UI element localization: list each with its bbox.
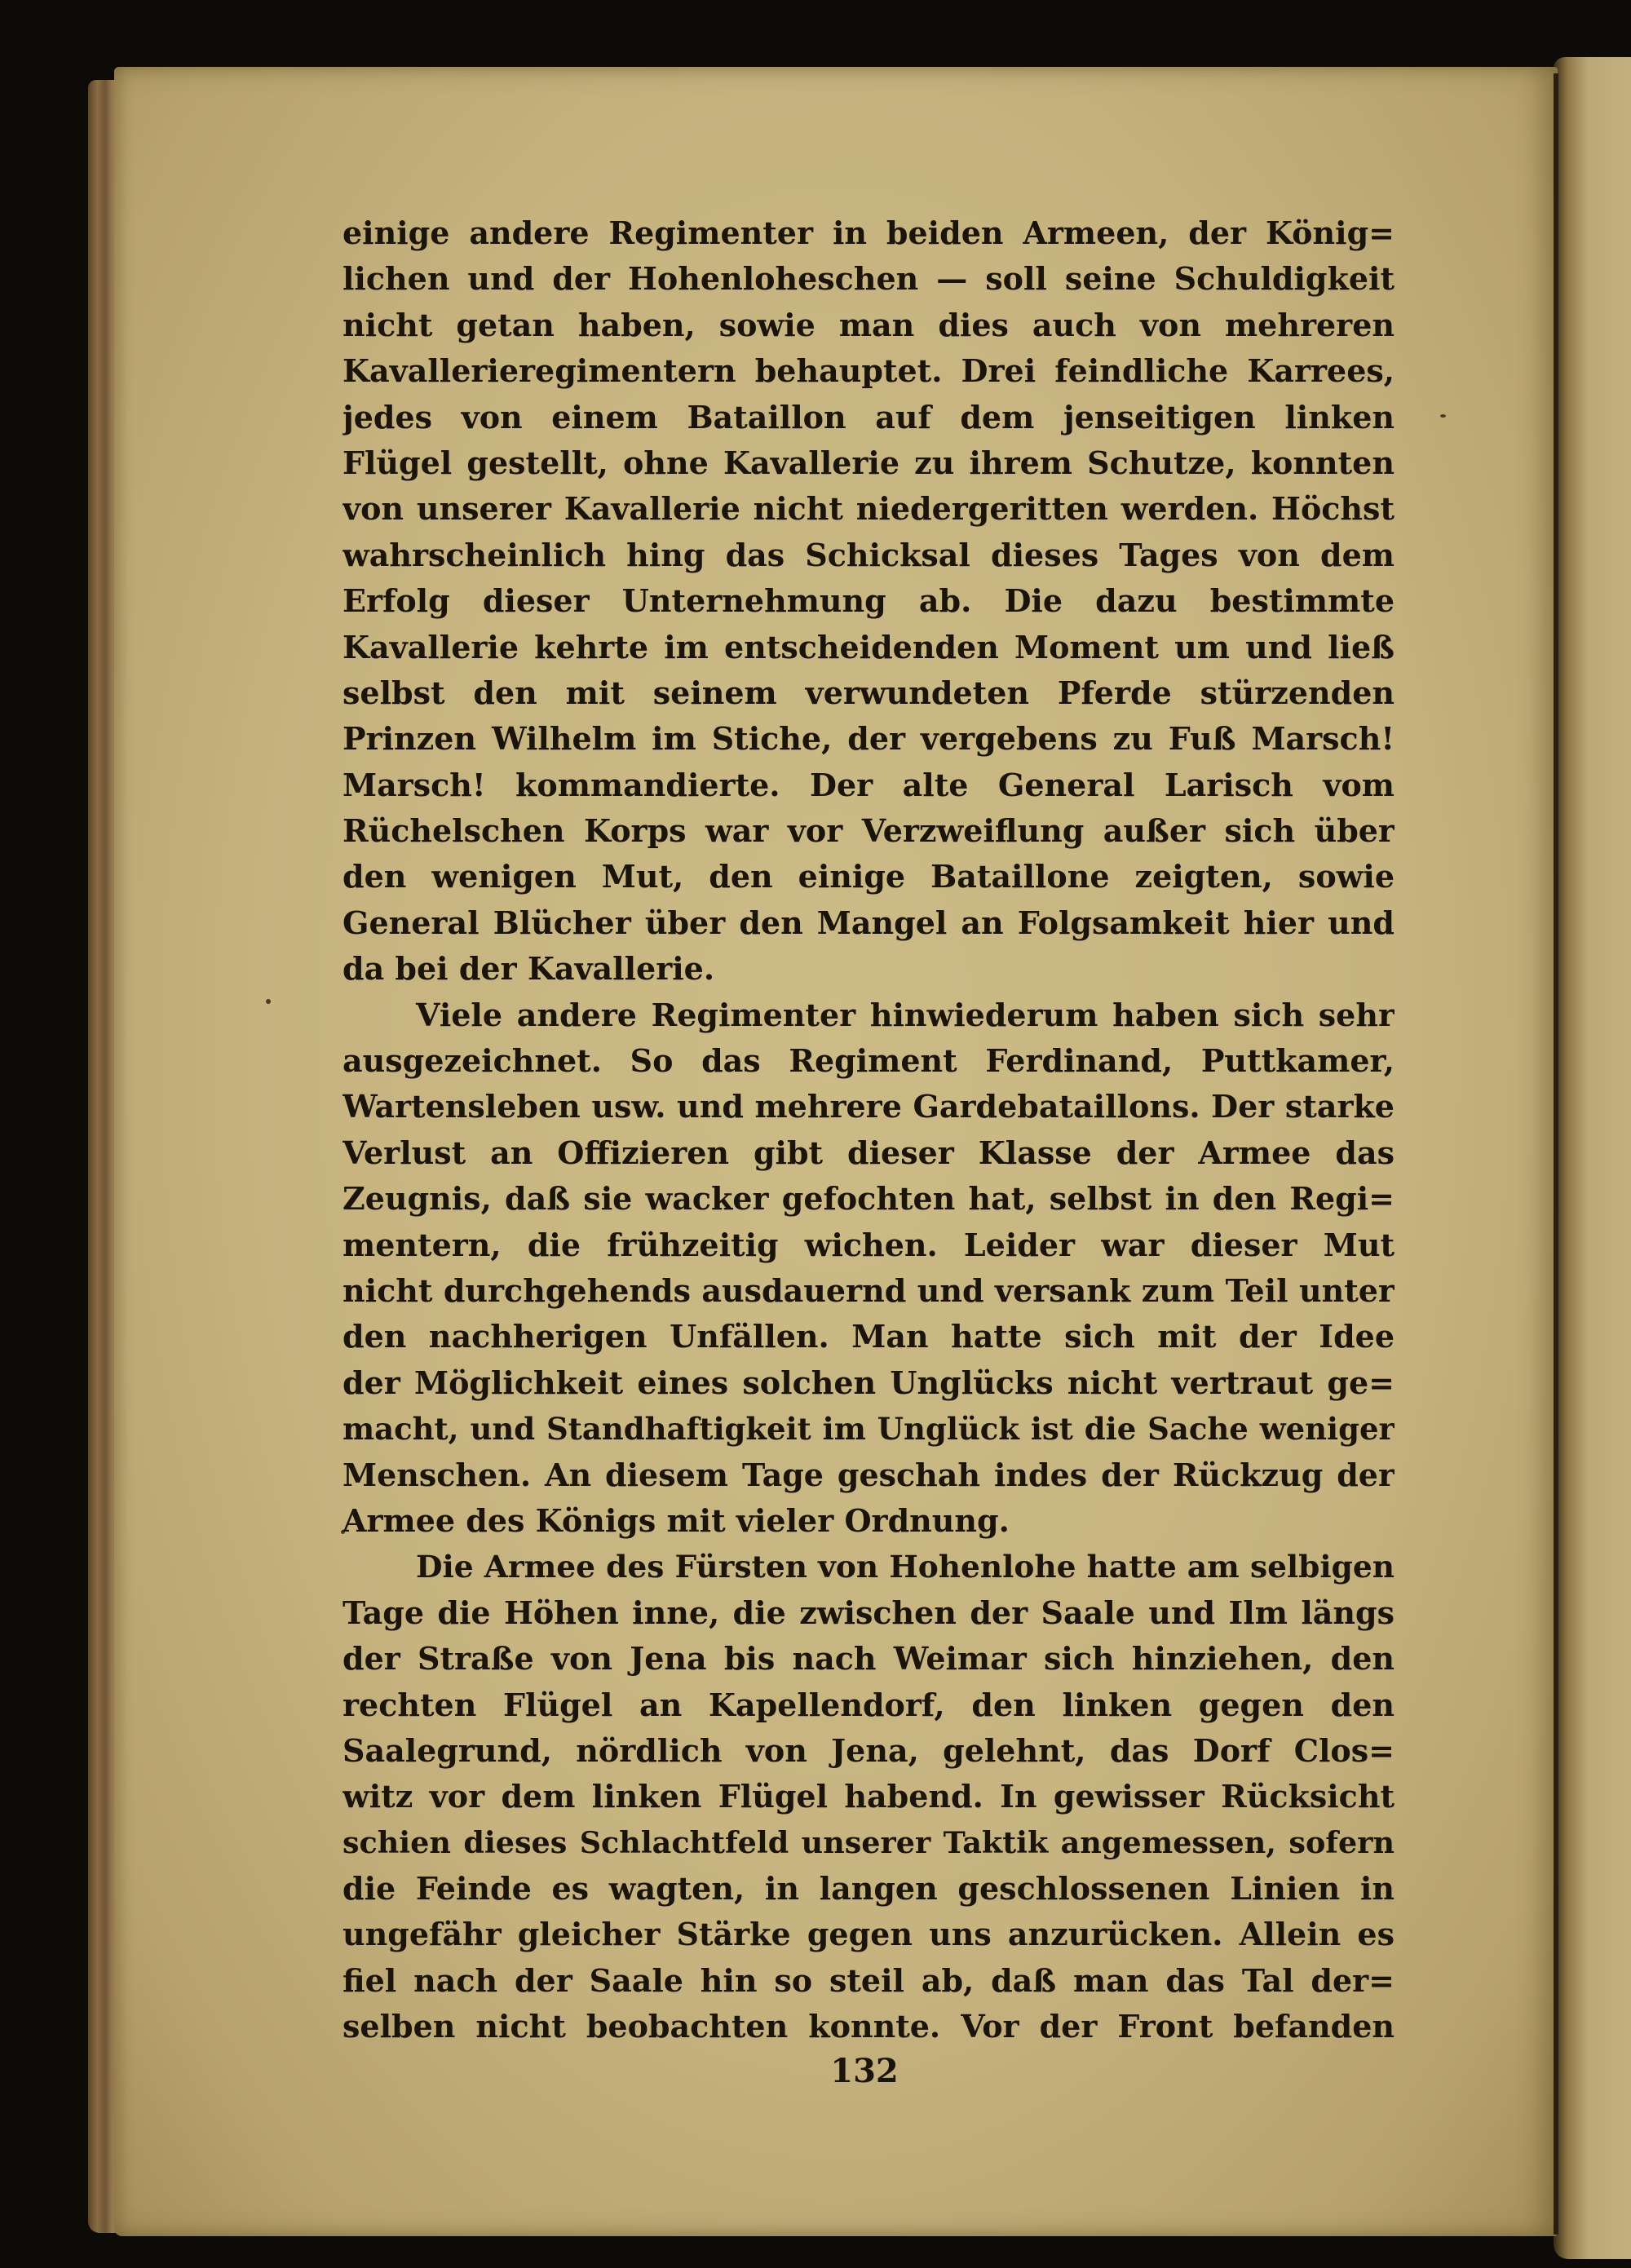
body-text — [343, 210, 1395, 2050]
text-line: jedes von einem Bataillon auf dem jenseitigen linken — [343, 398, 1395, 435]
text-line: nicht getan haben, sowie man dies auch von mehreren — [343, 306, 1395, 343]
text-line: Verlust an Offizieren gibt dieser Klasse der Armee das — [343, 1134, 1395, 1171]
text-line: schien dieses Schlachtfeld unserer Taktik angemessen, sofern — [343, 1824, 1395, 1860]
text-line: lichen und der Hohenloheschen — soll seine Schuldigkeit — [343, 260, 1395, 298]
text-line: witz vor dem linken Flügel habend. In gewisser Rücksicht — [343, 1778, 1395, 1815]
text-line: Armee des Königs mit vieler Ordnung. — [343, 1501, 1010, 1539]
text-line: ausgezeichnet. So das Regiment Ferdinand, Puttkamer, — [343, 1042, 1395, 1080]
text-line: der Straße von Jena bis nach Weimar sich hinziehen, den — [343, 1640, 1395, 1678]
text-line: Wartensleben usw. und mehrere Gardebataillons. Der starke — [343, 1088, 1395, 1125]
text-line: Kavallerieregimentern behauptet. Drei feindliche Karrees, — [343, 352, 1395, 390]
gutter — [1554, 73, 1558, 2235]
text-line: Erfolg dieser Unternehmung ab. Die dazu bestimmte — [343, 582, 1395, 620]
text-line: Saalegrund, nördlich von Jena, gelehnt, das Dorf Clos= — [343, 1731, 1395, 1769]
text-line: rechten Flügel an Kapellendorf, den linken gegen den — [343, 1686, 1395, 1723]
text-line: macht, und Standhaftigkeit im Unglück ist die Sache weniger — [343, 1411, 1395, 1448]
text-line: einige andere Regimenter in beiden Armeen, der König= — [343, 214, 1395, 251]
page-number: 132 — [830, 2052, 899, 2090]
text-line: Rüchelschen Korps war vor Verzweiflung außer sich über — [343, 812, 1395, 850]
text-line: da bei der Kavallerie. — [343, 950, 715, 988]
text-line: Flügel gestellt, ohne Kavallerie zu ihrem Schutze, konnten — [343, 444, 1395, 481]
text-line: Kavallerie kehrte im entscheidenden Moment um und ließ — [343, 628, 1395, 665]
text-line: nicht durchgehends ausdauernd und versank zum Teil unter — [343, 1271, 1395, 1309]
text-line: den wenigen Mut, den einige Bataillone zeigten, sowie — [343, 858, 1395, 895]
facing-page-edge — [1554, 57, 1631, 2259]
text-line: fiel nach der Saale hin so steil ab, daß man das Tal der= — [343, 1961, 1395, 1999]
text-line: Menschen. An diesem Tage geschah indes der Rückzug der — [343, 1456, 1395, 1493]
paper-speck — [266, 999, 271, 1004]
text-line: mentern, die frühzeitig wichen. Leider war dieser Mut — [343, 1226, 1395, 1263]
text-line: Tage die Höhen inne, die zwischen der Saale und Ilm längs — [343, 1594, 1395, 1631]
text-line: Viele andere Regimenter hinwiederum haben sich sehr — [416, 996, 1395, 1033]
text-line: den nachherigen Unfällen. Man hatte sich mit der Idee — [343, 1318, 1395, 1355]
text-line: wahrscheinlich hing das Schicksal dieses Tages von dem — [343, 536, 1395, 573]
text-line: ungefähr gleicher Stärke gegen uns anzurücken. Allein es — [343, 1916, 1395, 1953]
paper-speck — [1440, 414, 1446, 418]
text-line: General Blücher über den Mangel an Folgsamkeit hier und — [343, 904, 1395, 941]
text-line: Prinzen Wilhelm im Stiche, der vergebens zu Fuß Marsch! — [343, 720, 1395, 758]
text-line: Zeugnis, daß sie wacker gefochten hat, selbst in den Regi= — [343, 1180, 1395, 1218]
text-line: Marsch! kommandierte. Der alte General Larisch vom — [343, 766, 1395, 803]
text-line: selbst den mit seinem verwundeten Pferde stürzenden — [343, 674, 1395, 711]
text-line: selben nicht beobachten konnte. Vor der Front befanden — [343, 2008, 1395, 2045]
text-line: von unserer Kavallerie nicht niedergeritten werden. Höchst — [343, 490, 1395, 528]
text-line: Die Armee des Fürsten von Hohenlohe hatte am selbigen — [416, 1549, 1395, 1585]
text-line: die Feinde es wagten, in langen geschlossenen Linien in — [343, 1870, 1395, 1908]
text-line: der Möglichkeit eines solchen Unglücks nicht vertraut ge= — [343, 1364, 1395, 1401]
